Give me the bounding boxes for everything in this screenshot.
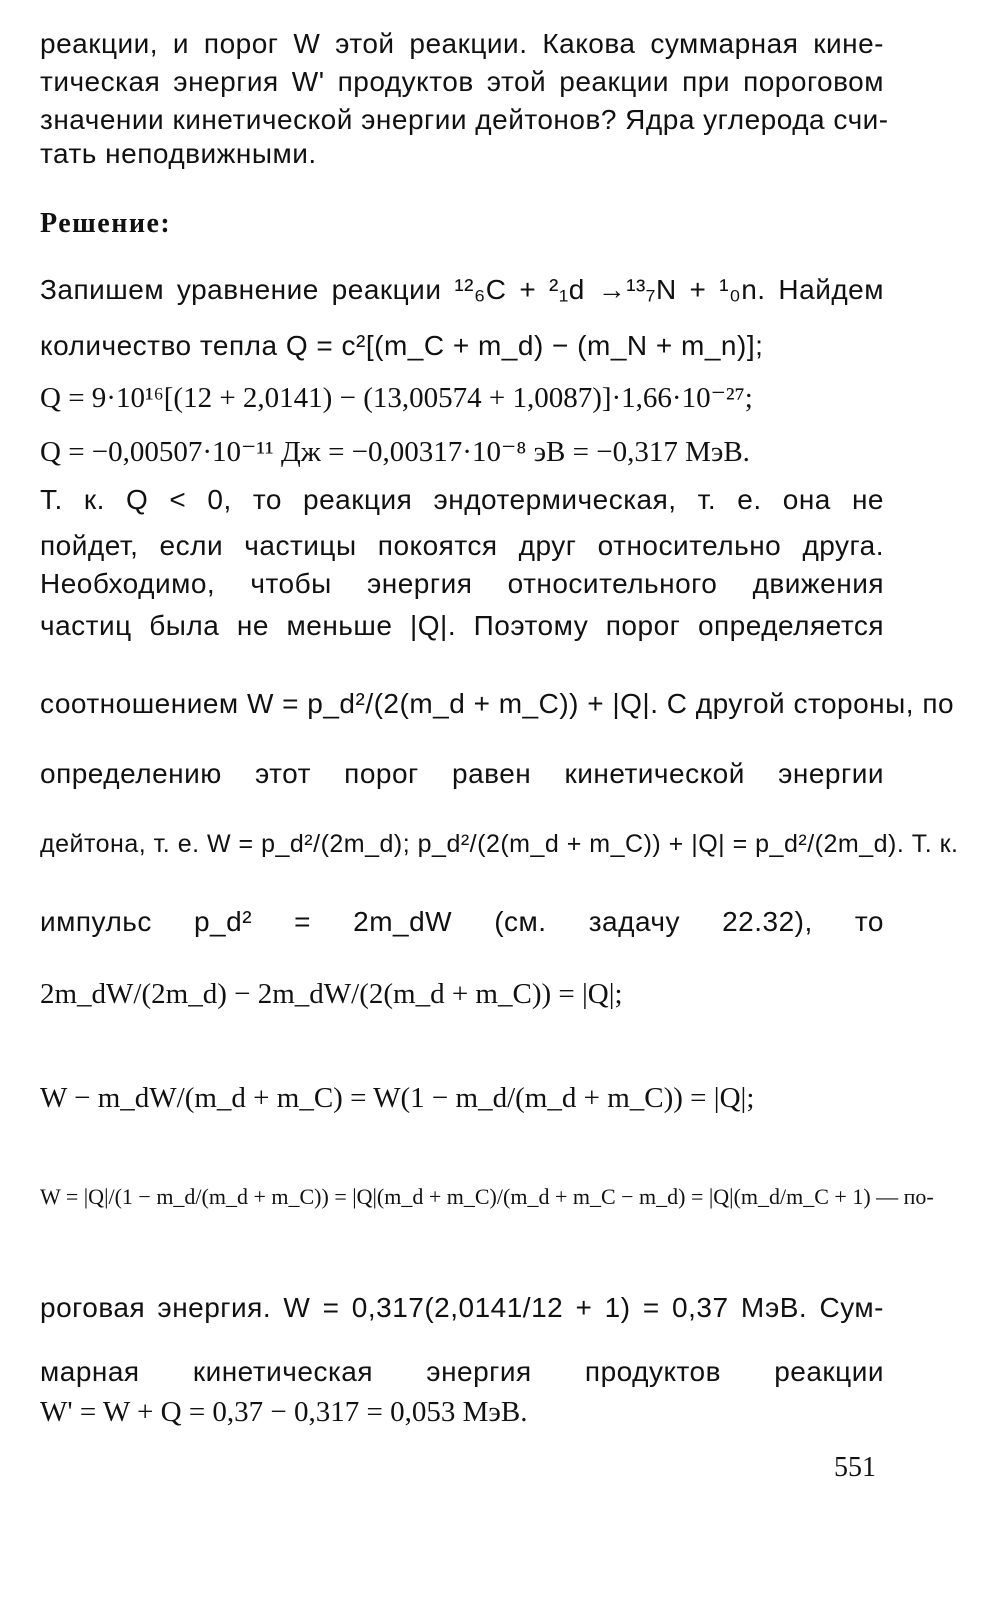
solution-line-deuteron: дейтона, т. е. W = p_d²/(2m_d); p_d²/(2(m_d + m_C)) + |Q| = p_d²/(2m_d). Т. к. [40,830,959,858]
equation-2: W − m_dW/(m_d + m_C) = W(1 − m_d/(m_d + m_C)) = |Q|; [40,1082,755,1114]
solution-line-endothermic: Т. к. Q < 0, то реакция эндотермическая, т. е. она не [40,484,884,515]
solution-line-definition: определению этот порог равен кинетической энергии [40,758,884,789]
equation-3: W = |Q|/(1 − m_d/(m_d + m_C)) = |Q|(m_d + m_C)/(m_d + m_C − m_d) = |Q|(m_d/m_C + 1) — по- [40,1184,934,1209]
solution-line-sum: марная кинетическая энергия продуктов реакции [40,1356,884,1387]
intro-line-2: тическая энергия W' продуктов этой реакции при пороговом [40,66,884,97]
solution-line-reaction: Запишем уравнение реакции ¹²₆C + ²₁d →¹³₇N + ¹₀n. Найдем [40,274,884,305]
solution-line-threshold: частиц была не меньше |Q|. Поэтому порог определяется [40,610,884,641]
intro-line-1: реакции, и порог W этой реакции. Какова суммарная кине- [40,28,884,59]
intro-line-4: тать неподвижными. [40,138,317,169]
intro-line-3: значении кинетической энергии дейтонов? Ядра углерода счи- [40,104,889,135]
equation-q-result: Q = −0,00507·10⁻¹¹ Дж = −0,00317·10⁻⁸ эВ = −0,317 МэВ. [40,436,750,468]
page-number: 551 [834,1452,876,1483]
equation-q-numeric: Q = 9·10¹⁶[(12 + 2,0141) − (13,00574 + 1,0087)]·1,66·10⁻²⁷; [40,382,753,414]
equation-final: W' = W + Q = 0,37 − 0,317 = 0,053 МэВ. [40,1396,528,1428]
solution-heading: Решение: [40,208,172,239]
solution-line-relation: соотношением W = p_d²/(2(m_d + m_C)) + |Q|. С другой стороны, по [40,688,955,719]
equation-1: 2m_dW/(2m_d) − 2m_dW/(2(m_d + m_C)) = |Q|; [40,978,623,1010]
solution-line-momentum: импульс p_d² = 2m_dW (см. задачу 22.32), то [40,906,884,937]
solution-line-heat: количество тепла Q = c²[(m_C + m_d) − (m_N + m_n)]; [40,330,764,361]
solution-line-threshold-value: роговая энергия. W = 0,317(2,0141/12 + 1) = 0,37 МэВ. Сум- [40,1292,884,1323]
solution-line-particles: пойдет, если частицы покоятся друг относительно друга. [40,530,884,561]
solution-line-necessary: Необходимо, чтобы энергия относительного движения [40,568,884,599]
